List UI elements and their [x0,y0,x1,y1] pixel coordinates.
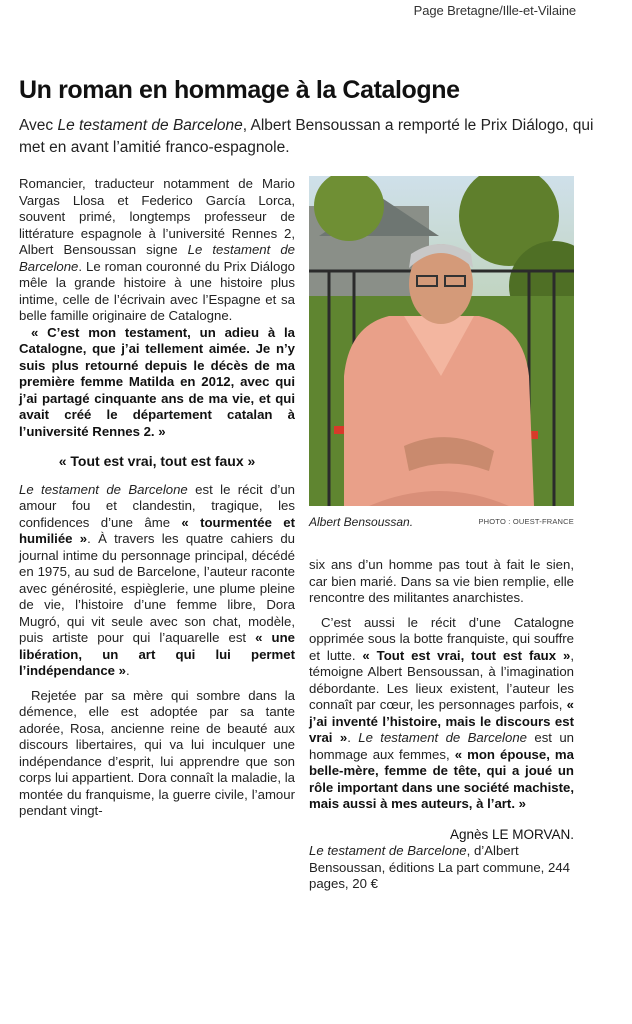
paragraph-text: C’est aussi le récit d’une Catalogne opprimée sous la botte franquiste, qui souffre et lutte. [309,614,574,663]
paragraph-text: . [347,730,359,745]
photo-caption [309,515,574,529]
paragraph-anarchists: six ans d’un homme pas tout à fait le sien, car bien marié. Dans sa vie bien remplie, elle rencontre des militantes anarchistes. [309,557,574,605]
author-photo [309,176,574,506]
book-info-text: , d’Albert Bensoussan, éditions La part commune, 244 pages, 20 € [309,843,570,891]
paragraph-text: . [126,663,130,678]
caption-text: Albert Bensoussan. [309,515,414,529]
book-title: Le testament de Barcelone [19,242,295,274]
book-title: Le testament de Barcelone [358,730,527,745]
quote-inline: « une libération, un art qui lui permet l’indépendance » [19,630,295,678]
column-left [19,176,295,820]
paragraph-intro [19,176,295,325]
quote-testament: « C’est mon testament, un adieu à la Catalogne, que j’ai tellement aimée. Je n’y suis plus retourné depuis le décès de ma première femme Matilda en 2012, avec qui j’ai partagé cinquante ans de ma vie, et qui avait créé le département catalan à l’université Rennes 2. » [19,324,295,439]
article-lead [19,115,619,159]
paragraph-catalogne [309,615,574,813]
lead-text-end: , Albert Bensoussan a remporté le Prix Diálogo, qui met en avant l’amitié franco-espagnole. [19,117,594,156]
paragraph-text: . À travers les quatre cahiers du journal intime du personnage principal, décédé en 1975, au sud de Barcelone, l’auteur raconte avec générosité, espièglerie, une plume pleine de vie, l’histoire d’une femme libre, Dora Mugró, qui vit seule avec son chat, modèle, puis artiste pour qui l’aquarelle est [19,531,295,645]
paragraph-text: est le récit d’un amour fou et clandestin, tragique, les confidences d’une âme [19,481,296,530]
paragraph-text: . Le roman couronné du Prix Diálogo mêle la grande histoire à une histoire plus intime, celle de l’écrivain avec l’Espagne et sa belle famille originaire de Catalogne. [19,258,295,323]
subheading: « Tout est vrai, tout est faux » [58,453,256,469]
quote-inline: « j’ai inventé l’histoire, mais le discours est vrai » [309,697,574,745]
quote-inline: « Tout est vrai, tout est faux » [362,647,571,663]
author-signature: Agnès LE MORVAN. [449,826,574,842]
paragraph-dora: Rejetée par sa mère qui sombre dans la démence, elle est adoptée par sa tante adorée, Rosa, ancienne reine de beauté aux discours libertaires, qui va lui inculquer une indépendance d’esprit, lui apprendre que son corps lui appartient. Dora connaît la maladie, la montée du franquisme, la guerre civile, l’amour pendant vingt- [19,687,295,818]
quote-inline: « tourmentée et humiliée » [19,514,296,546]
book-title: Le testament de Barcelone [309,843,467,858]
book-info [309,843,574,893]
paragraph-text: Romancier, traducteur notamment de Mario Vargas Llosa et Federico García Lorca, souvent primé, longtemps professeur de littérature espagnole à l’université Rennes 2, Albert Bensoussan signe [19,176,295,257]
photo-credit: PHOTO : OUEST-FRANCE [478,517,574,526]
paragraph-text: est un hommage aux femmes, [309,730,575,762]
lead-book-title: Le testament de Barcelone [57,117,243,134]
paragraph-text: , témoigne Albert Bensoussan, à l’imagination débordante. Les lieux existent, l’auteur les connaît par cœur, les personnages parfois, [309,647,574,712]
column-right [309,557,574,893]
lead-text-start: Avec [19,117,58,134]
author-photo-image [309,176,574,506]
paragraph-story [19,482,295,680]
article-title: Un roman en hommage à la Catalogne [19,76,460,104]
quote-inline: « mon épouse, ma belle-mère, femme de tête, qui a joué un rôle important dans une société machiste, mais aussi à mes auteurs, à l’art. » [309,746,574,811]
section-header: Page Bretagne/Ille-et-Vilaine [413,3,576,18]
book-title: Le testament de Barcelone [19,481,188,497]
